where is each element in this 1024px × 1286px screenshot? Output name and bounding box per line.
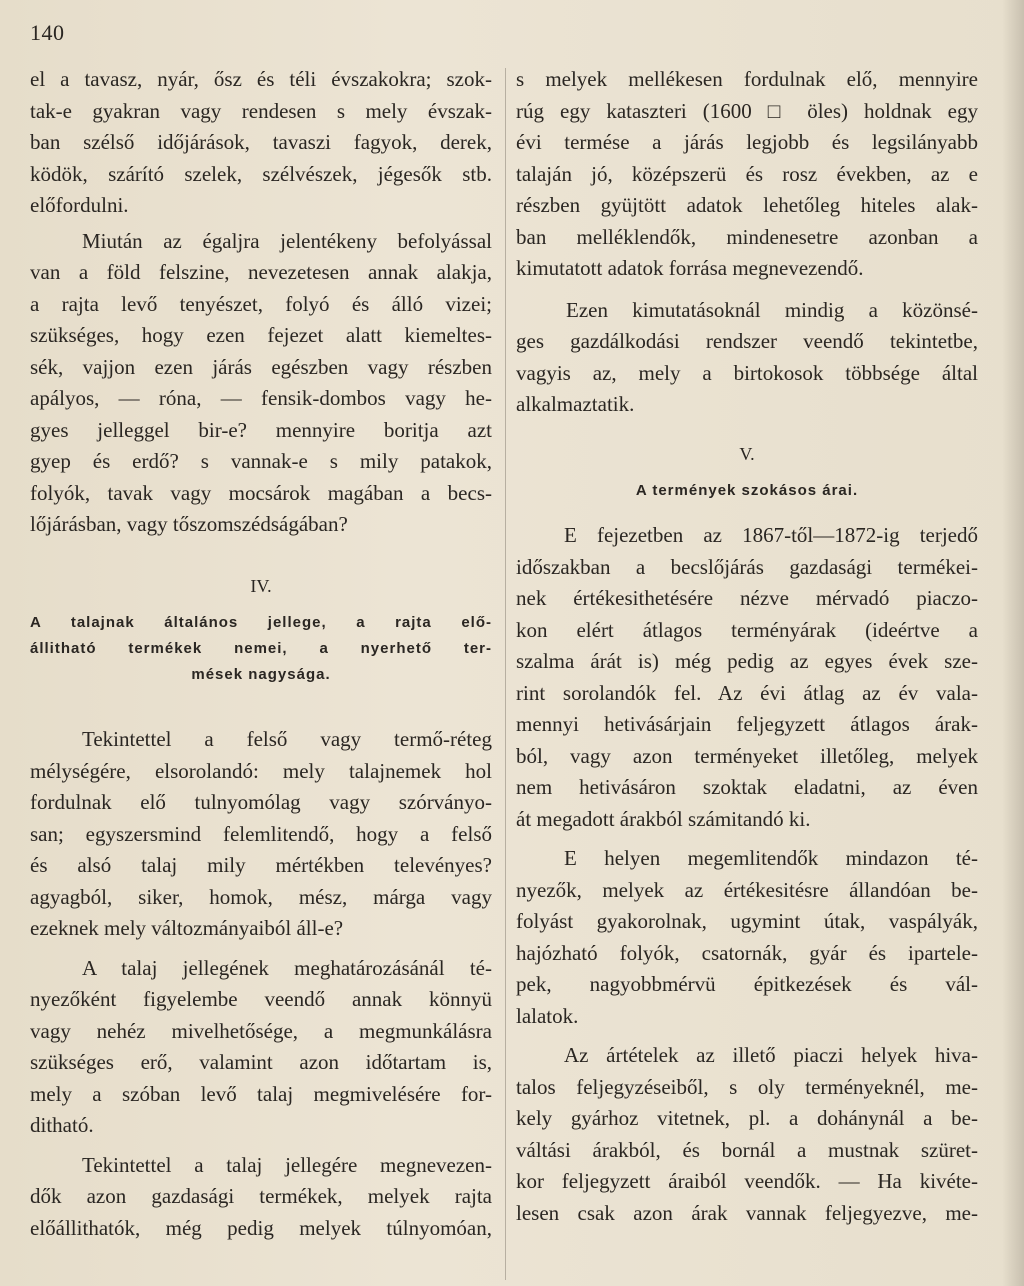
text-line: tak-e gyakran vagy rendesen s mely évszak- [30, 98, 492, 123]
text-line: ditható. [30, 1113, 94, 1137]
text-line: sék, vajjon ezen járás egészben vagy részben [30, 354, 492, 379]
left-column [30, 64, 492, 1244]
text-line: át megadott árakból számitandó ki. [516, 806, 811, 831]
page-number: 140 [30, 20, 65, 45]
text-line: el a tavasz, nyár, ősz és téli évszakokra; szok- [30, 67, 492, 91]
text-line: vagy nehéz mivelhetősége, a megmunkálásra [30, 1018, 492, 1043]
text-line: ködök, szárító szelek, szélvészek, jégesők stb. [30, 161, 492, 186]
heading-line: mések nagysága. [191, 666, 331, 683]
text-line: Az ártételek az illető piaczi helyek hiva- [564, 1043, 978, 1067]
text-line: Tekintettel a felső vagy termő-réteg [82, 727, 492, 751]
text-line: kon elért átlagos terményárak (ideértve a [516, 617, 978, 642]
paragraph-yields [516, 64, 978, 285]
text-line: alkalmaztatik. [516, 392, 635, 416]
text-line: folyást gyakorolnak, ugymint útak, vaspályák, [516, 909, 978, 933]
text-line: szalma árát is) még pedig az egyes évek sze- [516, 649, 978, 673]
text-line: előfordulni. [30, 193, 129, 217]
heading-line: A talajnak általános jellege, a rajta elő- [30, 614, 492, 631]
text-line: évi termése a járás legjobb és legsilányabb [516, 130, 978, 154]
text-line: vagyis az, mely a birtokosok többsége által [516, 360, 978, 385]
paragraph-price-sources [516, 1040, 978, 1229]
text-line: Ezen kimutatásoknál mindig a közönsé- [566, 297, 978, 322]
text-line: Tekintettel a talaj jellegére megnevezen- [82, 1152, 492, 1177]
column-divider [505, 68, 506, 1280]
text-line: nem hetivásáron szoktak eladatni, az éven [516, 775, 978, 799]
text-line: váltási árakból, és bornál a mustnak szüret- [516, 1137, 978, 1162]
section-number-iv: IV. [250, 575, 272, 596]
text-line: agyagból, siker, homok, mész, márga vagy [30, 884, 492, 909]
section-number [516, 439, 978, 471]
text-line: ból, vagy azon terményeket illetőleg, melyek [516, 743, 978, 768]
text-line: apályos, — róna, — fensik-dombos vagy he- [30, 386, 492, 410]
section-number [30, 571, 492, 603]
text-line: és alsó talaj mily mértékben televényes? [30, 853, 492, 877]
text-line: ges gazdálkodási rendszer veendő tekintetbe, [516, 329, 978, 353]
section-number-v: V. [739, 443, 755, 464]
text-line: rint sorolandók fel. Az évi átlag az év vala- [516, 680, 978, 705]
text-line: ban melléklendők, mindenesetre azonban a [516, 224, 978, 249]
text-line: A talaj jellegének meghatározásánál té- [82, 955, 492, 980]
text-line: lesen csak azon árak vannak feljegyezve, me- [516, 1200, 978, 1225]
text-line: folyók, tavak vagy mocsárok magában a becs- [30, 480, 492, 505]
section-title [516, 478, 978, 504]
section-title [30, 610, 492, 688]
paragraph-farming-system [516, 295, 978, 421]
right-column [516, 64, 978, 1229]
paragraph-products [30, 1150, 492, 1245]
text-line: nyezőként figyelembe veendő annak könnyü [30, 987, 492, 1011]
text-line: talaján jó, középszerü és rosz években, az e [516, 161, 978, 186]
text-line: időszakban a becslőjárás gazdasági termékei- [516, 554, 978, 579]
paragraph-weather [30, 64, 492, 222]
text-line: hajózható folyók, csatornák, gyár és ipartele- [516, 940, 978, 965]
text-line: nyezők, melyek az értékesitésre állandóan be- [516, 877, 978, 902]
text-line: kor feljegyzett áraiból veendők. — Ha kivéte- [516, 1169, 978, 1193]
heading-line: A termények szokásos árai. [635, 482, 859, 499]
text-line: ban szélső időjárások, tavaszi fagyok, derek, [30, 130, 492, 154]
text-line: s melyek mellékesen fordulnak elő, mennyire [516, 67, 978, 91]
text-line: lőjárásban, vagy tőszomszédságában? [30, 512, 348, 536]
paragraph-soil-types [30, 724, 492, 945]
paragraph-terrain [30, 226, 492, 541]
text-line: san; egyszersmind felemlitendő, hogy a felső [30, 821, 492, 846]
text-line: nek értékesithetésére nézve mérvadó piaczo- [516, 586, 978, 610]
text-line: gyes jelleggel bir-e? mennyire boritja azt [30, 417, 492, 442]
paragraph-prices [516, 520, 978, 835]
text-line: dők azon gazdasági termékek, melyek rajta [30, 1184, 492, 1208]
text-line: ezeknek mely változmányaiból áll-e? [30, 916, 344, 940]
text-line: lalatok. [516, 1003, 579, 1028]
text-line: részben gyüjtött adatok lehetőleg hiteles alak- [516, 193, 978, 217]
paragraph-factors [516, 843, 978, 1032]
text-line: mely a szóban levő talaj megmivelésére for- [30, 1081, 492, 1106]
text-line: fordulnak elő tulnyomólag vagy szórványo- [30, 790, 492, 814]
text-line: E helyen megemlitendők mindazon té- [564, 846, 978, 870]
heading-line: állitható termékek nemei, a nyerhető ter- [30, 640, 492, 657]
text-line: előállithatók, még pedig melyek túlnyomóan, [30, 1215, 492, 1240]
text-line: van a föld felszine, nevezetesen annak alakja, [30, 260, 492, 284]
page-edge-shadow [1002, 0, 1024, 1286]
text-line: szükséges, hogy ezen fejezet alatt kiemeltes- [30, 323, 492, 347]
text-line: kimutatott adatok forrása megnevezendő. [516, 256, 864, 280]
text-line: gyep és erdő? s vannak-e s mily patakok, [30, 449, 492, 473]
text-line: rúg egy kataszteri (1600 □ öles) holdnak egy [516, 98, 978, 123]
text-line: E fejezetben az 1867-től—1872-ig terjedő [564, 523, 978, 547]
text-line: Miután az égaljra jelentékeny befolyással [82, 228, 492, 253]
paragraph-soil-character [30, 953, 492, 1142]
text-line: mélységére, elsorolandó: mely talajnemek hol [30, 758, 492, 783]
text-line: kely gyárhoz vitetnek, pl. a dohánynál a be- [516, 1106, 978, 1130]
text-line: szükséges erő, valamint azon időtartam is, [30, 1050, 492, 1074]
text-line: pek, nagyobbmérvü épitkezések és vál- [516, 972, 978, 996]
text-line: talos feljegyzéseiből, s oly terményeknél, me- [516, 1074, 978, 1099]
text-line: a rajta levő tenyészet, folyó és álló vizei; [30, 291, 492, 316]
text-line: mennyi hetivásárjain feljegyzett átlagos árak- [516, 712, 978, 736]
